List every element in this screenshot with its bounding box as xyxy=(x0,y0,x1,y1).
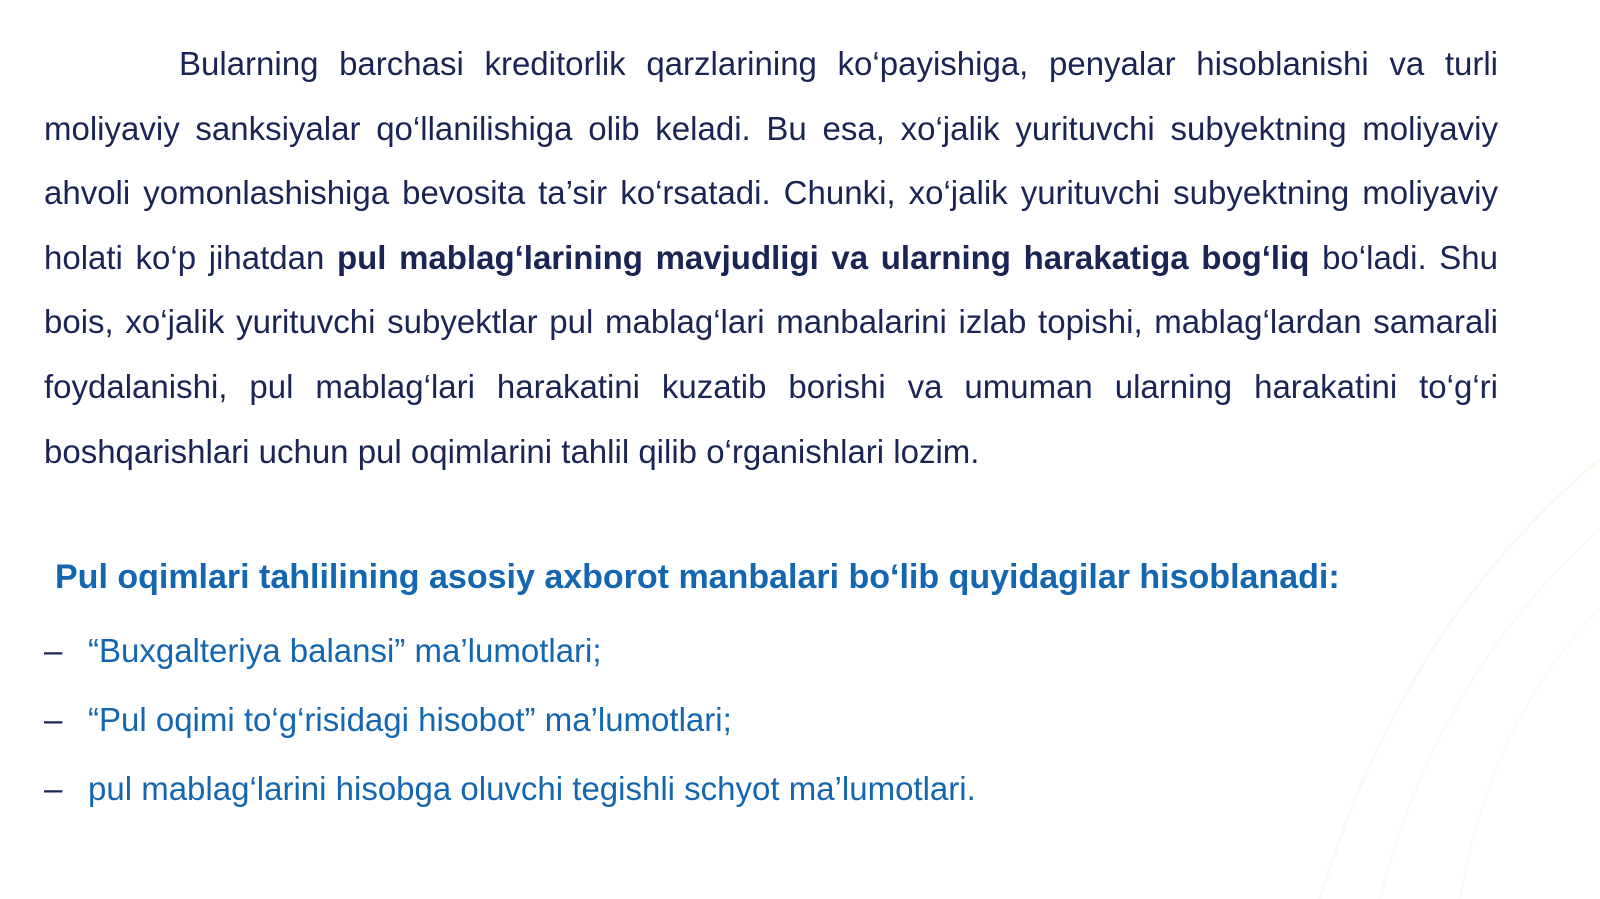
list-item-text: pul mablag‘larini hisobga oluvchi tegishli schyot ma’lumotlari. xyxy=(88,770,976,807)
list-item xyxy=(44,626,1444,695)
paragraph-text-end: bo‘ladi. Shu bois, xo‘jalik yurituvchi subyektlar pul mablag‘lari manbalarini izlab topishi, mablag‘lardan samarali foydalanishi, pul mablag‘lari harakatini kuzatib borishi va umuman ularning harakatini to‘g‘ri boshqarishlari uchun pul oqimlarini tahlil qilib o‘rganishlari lozim. xyxy=(44,238,1499,470)
body-paragraph xyxy=(44,32,1498,484)
paragraph-text-start: Bularning barchasi kreditorlik qarzlarining ko‘payishiga, penyalar hisoblanishi va turli moliyaviy sanksiyalar qo‘llanilishiga olib keladi. Bu esa, xo‘jalik yurituvchi subyektning moliyaviy ahvoli yomonlashishiga bevosita ta’sir ko‘rsatadi. Chunki, xo‘jalik yurituvchi subyektning moliyaviy holati ko‘p jihatdan xyxy=(44,45,1498,276)
list-item xyxy=(44,764,1444,833)
list-bullet: – xyxy=(44,770,63,807)
list-bullet: – xyxy=(44,632,63,669)
section-heading: Pul oqimlari tahlilining asosiy axborot manbalari bo‘lib quyidagilar hisoblanadi: xyxy=(55,558,1340,596)
paragraph-bold-phrase: pul mablag‘larining mavjudligi va ularning harakatiga bog‘liq xyxy=(336,238,1310,276)
sources-list xyxy=(44,626,1444,833)
list-item-text: “Pul oqimi to‘g‘risidagi hisobot” ma’lumotlari; xyxy=(88,701,732,738)
list-item-text: “Buxgalteriya balansi” ma’lumotlari; xyxy=(88,632,602,669)
list-item xyxy=(44,695,1444,764)
list-bullet: – xyxy=(44,701,63,738)
